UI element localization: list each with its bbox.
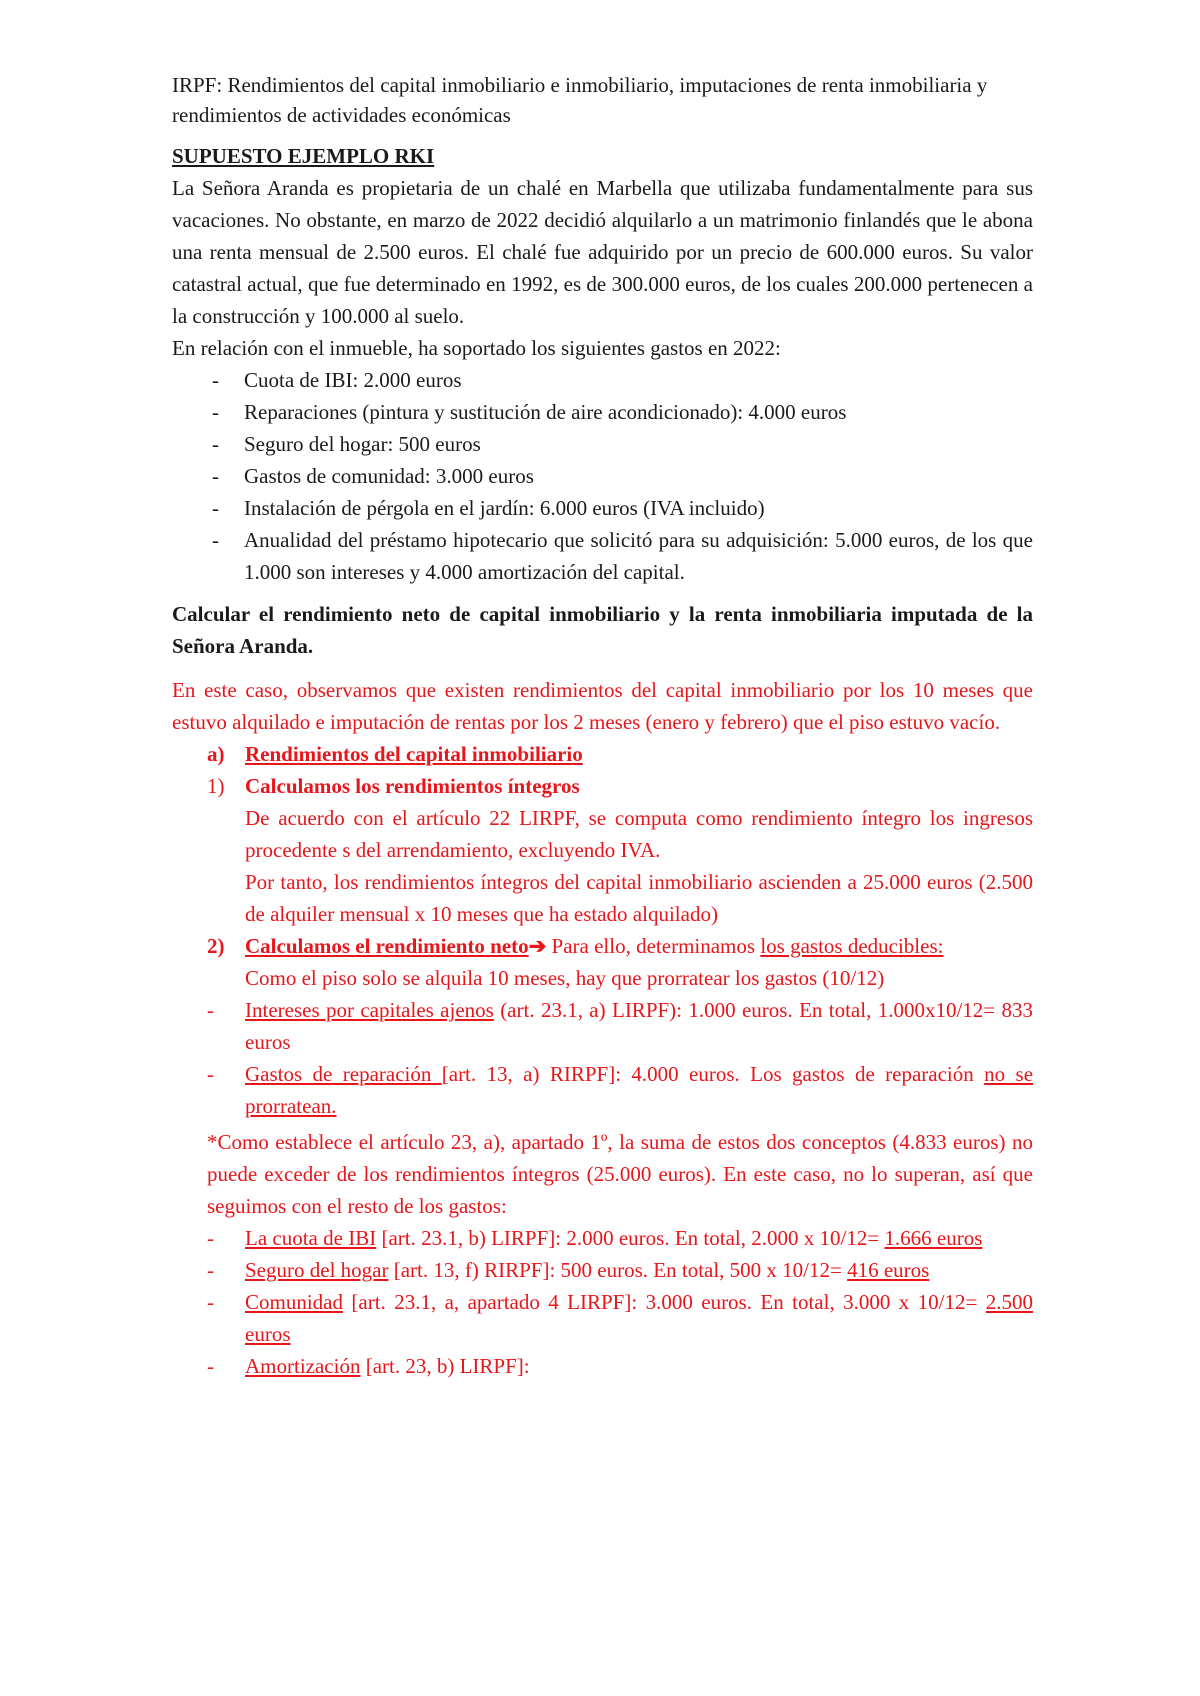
deductible-expense-item: - Seguro del hogar [art. 13, f) RIRPF]: 500 euros. En total, 500 x 10/12= 416 euros <box>172 1254 1033 1286</box>
expense-item: - Seguro del hogar: 500 euros <box>172 428 1033 460</box>
deductible-expense-item: - Amortización [art. 23, b) LIRPF]: <box>172 1350 1033 1382</box>
expenses-list <box>172 364 1033 588</box>
deductible-expense-item: - La cuota de IBI [art. 23.1, b) LIRPF]: 2.000 euros. En total, 2.000 x 10/12= 1.666 euros <box>172 1222 1033 1254</box>
document-body <box>172 70 1033 1382</box>
exercise-title: SUPUESTO EJEMPLO RKI <box>172 144 435 168</box>
step1-heading: 1) Calculamos los rendimientos íntegros <box>207 774 580 798</box>
step1-paragraph: De acuerdo con el artículo 22 LIRPF, se computa como rendimiento íntegro los ingresos procedente s del arrendamiento, excluyendo IVA. <box>245 806 1033 862</box>
task-question: Calcular el rendimiento neto de capital inmobiliario y la renta inmobiliaria imputada de la Señora Aranda. <box>172 602 1033 658</box>
expense-item: - Reparaciones (pintura y sustitución de aire acondicionado): 4.000 euros <box>172 396 1033 428</box>
expense-item: - Gastos de comunidad: 3.000 euros <box>172 460 1033 492</box>
list-dash: - <box>212 528 219 552</box>
list-dash: - <box>212 432 219 456</box>
expense-item: - Cuota de IBI: 2.000 euros <box>172 364 1033 396</box>
list-dash: - <box>212 496 219 520</box>
step1-result: Por tanto, los rendimientos íntegros del capital inmobiliario ascienden a 25.000 euros (2.500 de alquiler mensual x 10 meses que ha estado alquilado) <box>245 870 1033 926</box>
list-dash: - <box>207 1226 214 1250</box>
list-dash: - <box>207 1258 214 1282</box>
expense-item: - Anualidad del préstamo hipotecario que solicitó para su adquisición: 5.000 euros, de los que 1.000 son intereses y 4.000 amortización del capital. <box>172 524 1033 588</box>
list-dash: - <box>212 400 219 424</box>
expense-item: - Instalación de pérgola en el jardín: 6.000 euros (IVA incluido) <box>172 492 1033 524</box>
arrow-right-icon: ➔ <box>528 934 547 958</box>
deductible-expense-item: - Comunidad [art. 23.1, a, apartado 4 LIRPF]: 3.000 euros. En total, 3.000 x 10/12= 2.500 euros <box>172 1286 1033 1350</box>
expenses-intro: En relación con el inmueble, ha soportado los siguientes gastos en 2022: <box>172 336 781 360</box>
list-dash: - <box>212 464 219 488</box>
list-dash: - <box>207 1290 214 1314</box>
exercise-statement: La Señora Aranda es propietaria de un chalé en Marbella que utilizaba fundamentalmente para sus vacaciones. No obstante, en marzo de 2022 decidió alquilarlo a un matrimonio finlandés que le abona una renta mensual de 2.500 euros. El chalé fue adquirido por un precio de 600.000 euros. Su valor catastral actual, que fue determinado en 1992, es de 300.000 euros, de los cuales 200.000 pertenecen a la construcción y 100.000 al suelo. <box>172 176 1033 328</box>
deductible-expense-item: - Gastos de reparación [art. 13, a) RIRPF]: 4.000 euros. Los gastos de reparación no se prorratean. <box>172 1058 1033 1122</box>
step2-paragraph: Como el piso solo se alquila 10 meses, hay que prorratear los gastos (10/12) <box>245 966 885 990</box>
list-dash: - <box>212 368 219 392</box>
section-a-heading: a) Rendimientos del capital inmobiliario <box>207 742 583 766</box>
document-header: IRPF: Rendimientos del capital inmobiliario e inmobiliario, imputaciones de renta inmobiliaria y rendimientos de actividades económicas <box>172 73 988 127</box>
answer-intro: En este caso, observamos que existen rendimientos del capital inmobiliario por los 10 meses que estuvo alquilado e imputación de rentas por los 2 meses (enero y febrero) que el piso estuvo vacío. <box>172 678 1033 734</box>
list-dash: - <box>207 1062 214 1086</box>
deductible-expense-item: - Intereses por capitales ajenos (art. 23.1, a) LIRPF): 1.000 euros. En total, 1.000x10/12= 833 euros <box>172 994 1033 1058</box>
list-dash: - <box>207 998 214 1022</box>
list-dash: - <box>207 1354 214 1378</box>
answer-section <box>172 674 1033 1382</box>
step2-heading: 2) Calculamos el rendimiento neto➔ Para ello, determinamos los gastos deducibles: <box>207 934 944 958</box>
limit-note: *Como establece el artículo 23, a), apartado 1º, la suma de estos dos conceptos (4.833 euros) no puede exceder de los rendimientos íntegros (25.000 euros). En este caso, no lo superan, así que seguimos con el resto de los gastos: <box>207 1130 1033 1218</box>
